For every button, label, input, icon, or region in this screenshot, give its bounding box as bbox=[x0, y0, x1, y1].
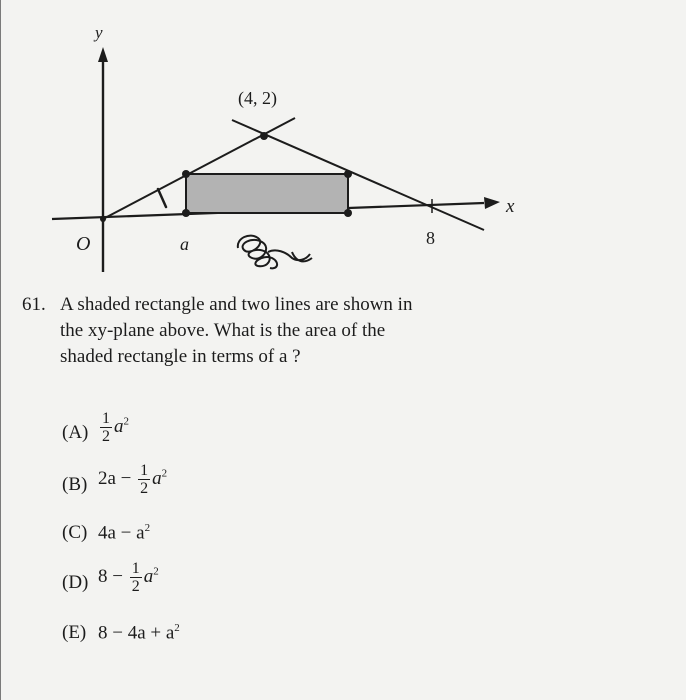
handwritten-scribble bbox=[238, 236, 312, 269]
choice-expression bbox=[98, 462, 167, 497]
rect-top-right-vertex bbox=[344, 170, 352, 178]
coordinate-figure bbox=[0, 0, 686, 290]
y-axis-arrow bbox=[98, 47, 108, 62]
variable-a: a bbox=[152, 467, 162, 489]
question-line-3: shaded rectangle in terms of a ? bbox=[60, 346, 301, 367]
handwritten-tick-mark bbox=[158, 189, 166, 207]
origin-point bbox=[100, 216, 106, 222]
fraction-denominator: 2 bbox=[131, 578, 140, 595]
shaded-rectangle bbox=[186, 174, 348, 213]
choice-letter: (A) bbox=[62, 422, 89, 443]
fraction bbox=[100, 410, 112, 445]
fraction bbox=[138, 462, 150, 497]
rect-bottom-left-vertex bbox=[182, 209, 190, 217]
choice-expression bbox=[98, 622, 180, 644]
fraction-denominator: 2 bbox=[140, 480, 149, 497]
origin-label: O bbox=[76, 233, 91, 255]
choice-expression bbox=[98, 560, 159, 595]
y-axis-label: y bbox=[95, 23, 103, 42]
x-axis-arrow bbox=[484, 197, 500, 209]
exponent: 2 bbox=[144, 522, 151, 534]
expr-text: 4a − a bbox=[98, 522, 145, 544]
point-4-2 bbox=[260, 132, 268, 140]
fraction-denominator: 2 bbox=[102, 428, 110, 445]
expr-prefix: 2a − bbox=[98, 467, 137, 489]
exponent: 2 bbox=[123, 415, 129, 428]
fraction-numerator: 1 bbox=[102, 410, 110, 427]
choice-letter: (B) bbox=[62, 474, 88, 495]
question-line-1: A shaded rectangle and two lines are shown in bbox=[60, 294, 413, 315]
exponent: 2 bbox=[174, 622, 180, 634]
variable-a: a bbox=[114, 415, 124, 437]
expr-text: 8 − 4a + a bbox=[98, 622, 175, 644]
choice-letter: (C) bbox=[62, 522, 88, 543]
fraction bbox=[130, 560, 142, 595]
point-label: (4, 2) bbox=[238, 88, 277, 108]
rect-bottom-right-vertex bbox=[344, 209, 352, 217]
choice-letter: (E) bbox=[62, 622, 87, 643]
eight-label: 8 bbox=[426, 228, 435, 248]
fraction-numerator: 1 bbox=[131, 560, 140, 577]
a-label: a bbox=[180, 234, 189, 254]
question-number: 61. bbox=[22, 294, 46, 315]
choice-expression bbox=[98, 410, 129, 445]
question-line-2: the xy-plane above. What is the area of the bbox=[60, 320, 386, 341]
x-axis-label: x bbox=[506, 196, 515, 217]
rect-top-left-vertex bbox=[182, 170, 190, 178]
fraction-numerator: 1 bbox=[140, 462, 149, 479]
variable-a: a bbox=[143, 565, 154, 587]
exponent: 2 bbox=[153, 565, 159, 578]
exponent: 2 bbox=[161, 467, 168, 480]
choice-letter: (D) bbox=[62, 572, 89, 593]
expr-prefix: 8 − bbox=[98, 565, 128, 587]
choice-expression bbox=[98, 522, 150, 544]
